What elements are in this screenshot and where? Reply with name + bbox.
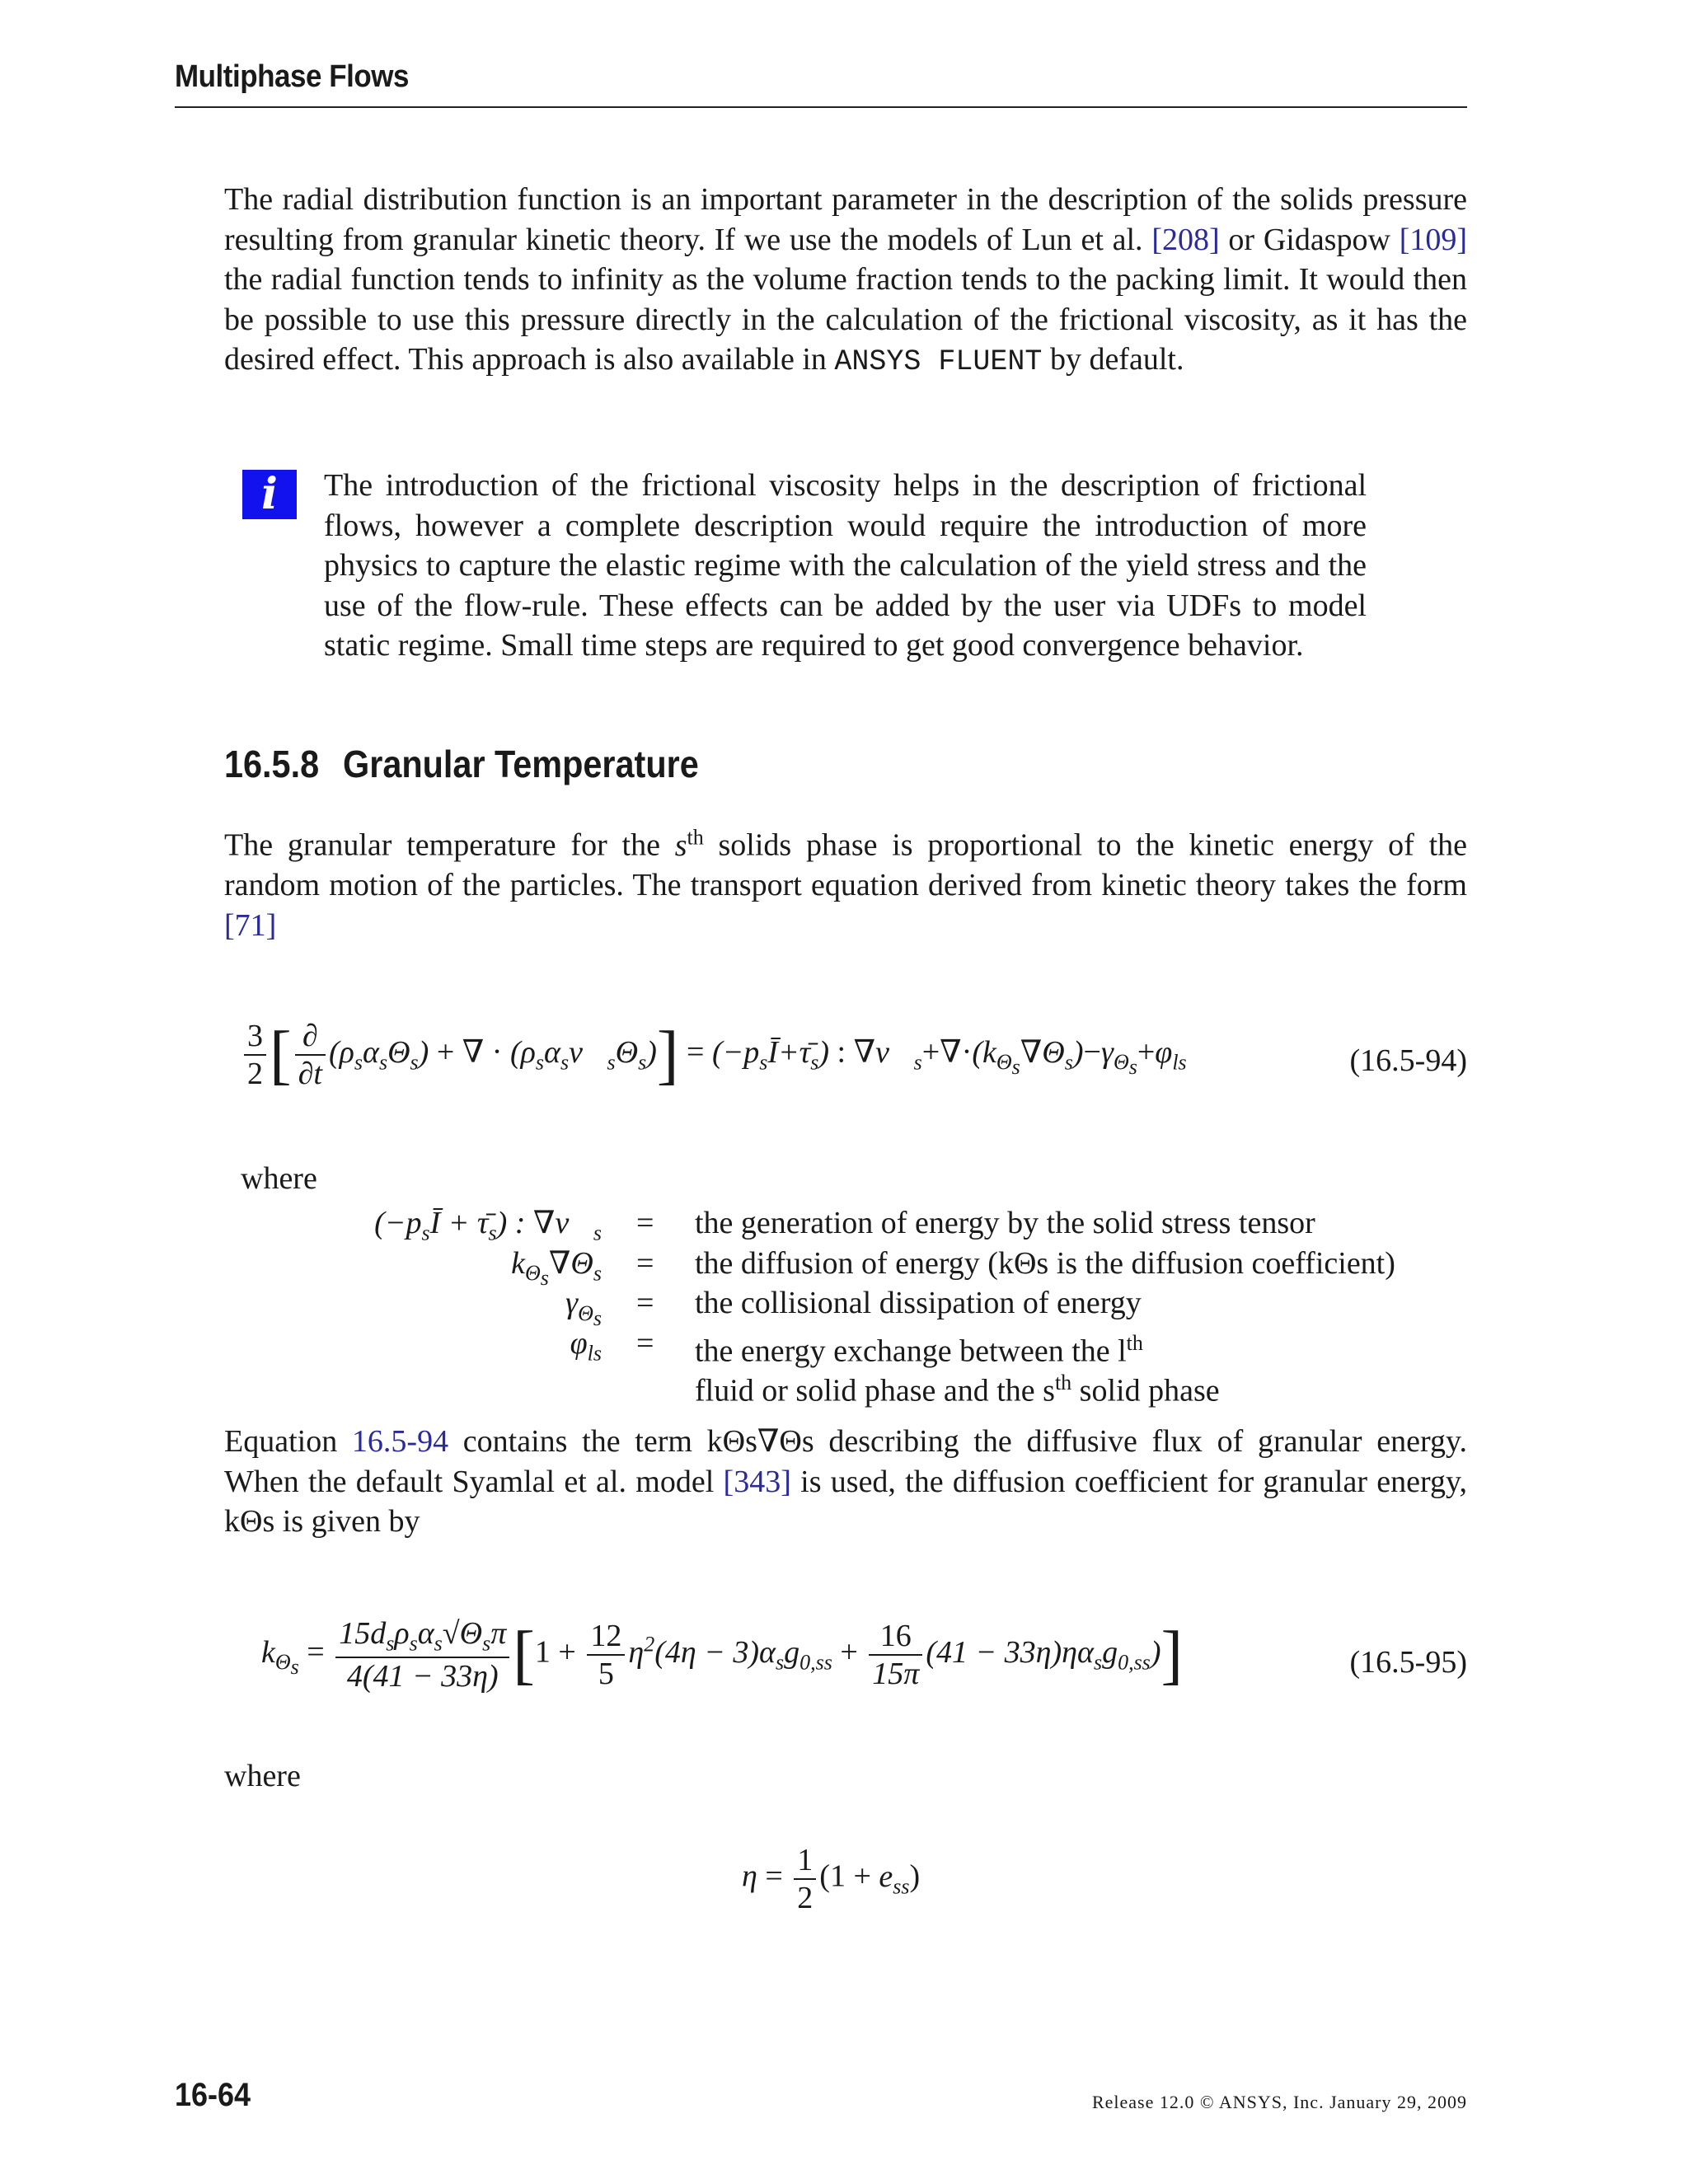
equation-number: (16.5-94) <box>1349 1043 1467 1078</box>
citation-link[interactable]: [109] <box>1399 222 1467 257</box>
where-label: where <box>224 1759 301 1793</box>
section-heading <box>224 742 699 786</box>
info-icon: i <box>242 470 297 519</box>
note-text: The introduction of the frictional viscosity helps in the description of frictional flows, however a complete description would require the introduction of more physics to capture the elastic regime with the calculation of the yield stress and the use of the flow-rule. These effects can be added by the user via UDFs to model static regime. Small time steps are required to get good convergence behavior. <box>324 468 1367 663</box>
equation-body: $\frac{3}{2}$ [ $\frac{\partial}{\partial t}$ $(\rho_s\alpha_s\Theta_s)$ + ∇ · $(\rho_s\alpha_sv⃗_s\Theta_s)$] = $(-p_sĪ+\taū_s)$ : $\nabla v⃗_s+\nabla\cdot(k_{\Theta_s}\nabla\Theta_s)-\gamma_{\Theta_s}+\varphi_{ls}$ <box>241 1018 1187 1092</box>
equation-body: $k_{\Theta_s}$ = $\frac{15d_s\rho_s\alpha_s√\Theta_s\pi}{4(41 - 33\eta)}$ [1 + $\frac{12}{5}$ $\eta^2(4\eta - 3)\alpha_sg_{0,ss}$ + $\frac{16}{15\pi}$ $(41 - 33\eta)\eta\alpha_sg_{0,ss}$)] <box>261 1616 1184 1694</box>
header-rule <box>175 106 1467 108</box>
release-footer: Release 12.0 © ANSYS, Inc. January 29, 2009 <box>1091 2092 1467 2112</box>
equation-link[interactable]: 16.5-94 <box>351 1424 449 1459</box>
equation-16-5-95 <box>224 1615 1467 1714</box>
section-number: 16.5.8 <box>224 743 320 785</box>
citation-link[interactable]: [208] <box>1151 222 1220 257</box>
page-number: 16-64 <box>175 2077 251 2113</box>
product-name: ANSYS FLUENT <box>834 345 1043 378</box>
paragraph-diffusion: Equation 16.5-94 contains the term kΘs∇Θs describing the diffusive flux of granular energy. When the default Syamlal et al. model [343] is used, the diffusion coefficient for granular energy, kΘs is given by <box>224 1424 1467 1539</box>
section-title: Granular Temperature <box>343 743 699 785</box>
paragraph-radial-distribution: The radial distribution function is an important parameter in the description of the solids pressure resulting from granular kinetic theory. If we use the models of Lun et al. [208] or Gidaspow [109] the radial function tends to infinity as the volume fraction tends to the packing limit. It would then be possible to use this pressure directly in the calculation of the frictional viscosity, as it has the desired effect. This approach is also available in ANSYS FLUENT by default. <box>224 182 1467 378</box>
equation-number: (16.5-95) <box>1349 1645 1467 1680</box>
eta-definition: η = $\frac{1}{2}$ $(1 + e_{ss})$ <box>742 1843 921 1915</box>
citation-link[interactable]: [71] <box>224 907 277 943</box>
running-header: Multiphase Flows <box>175 59 410 94</box>
equation-16-5-94 <box>224 1018 1467 1117</box>
paragraph-granular-temperature: The granular temperature for the $s^{th}$ solids phase is proportional to the kinetic energy of the random motion of the particles. The transport equation derived from kinetic theory takes the form [71] <box>224 825 1467 943</box>
where-label: where <box>241 1161 317 1196</box>
citation-link[interactable]: [343] <box>723 1464 791 1499</box>
